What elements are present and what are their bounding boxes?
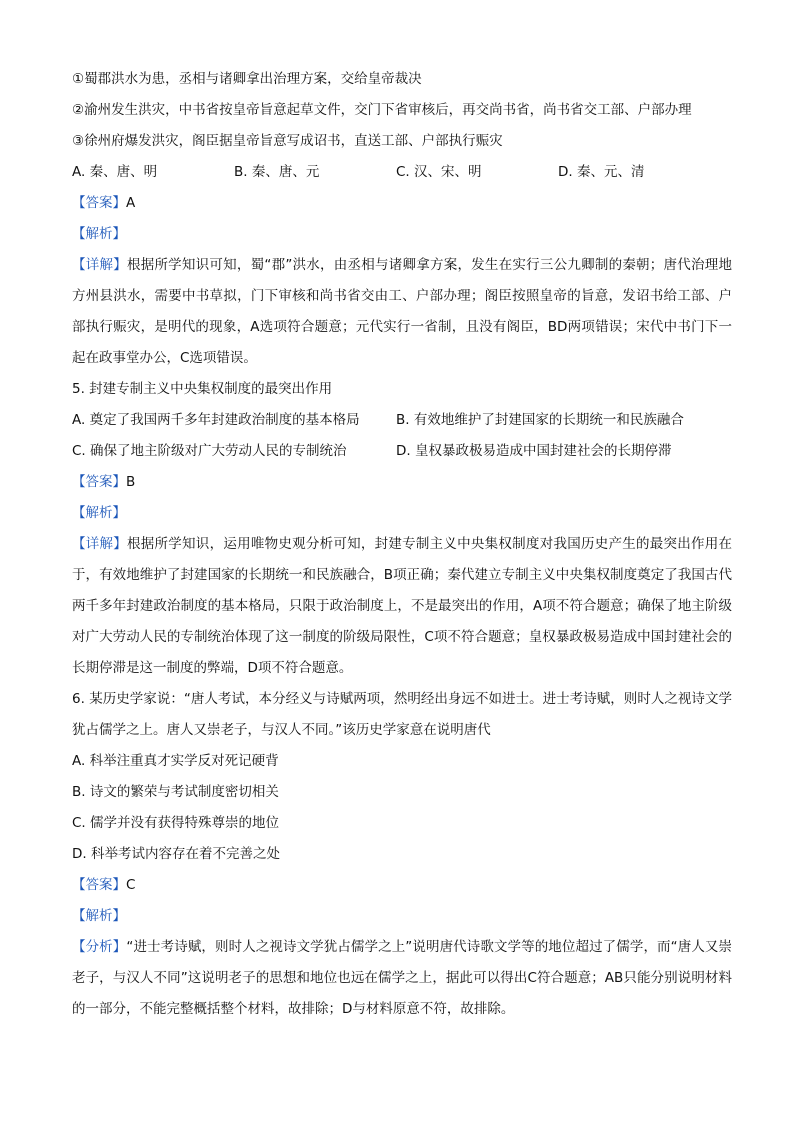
q6-option-c: C. 儒学并没有获得特殊尊崇的地位: [72, 815, 280, 831]
q4-answer: [72, 188, 732, 219]
q4-option-d: D. 秦、元、清: [558, 164, 645, 180]
q5-analysis: [72, 498, 732, 529]
q5-detail-tag: 【详解】: [72, 536, 128, 552]
q5-options-row-2: [72, 436, 732, 467]
q4-option-b: B. 秦、唐、元: [234, 164, 320, 180]
q5-options-row-1: [72, 405, 732, 436]
q4-answer-tag: 【答案】: [72, 195, 126, 211]
q4-detail-tag: 【详解】: [72, 257, 127, 273]
q4-detail: [72, 250, 732, 374]
q6-analysis: [72, 901, 732, 932]
q5-detail-text: 根据所学知识，运用唯物史观分析可知，封建专制主义中央集权制度对我国历史产生的最突出作用在于，有效地维护了封建国家的长期统一和民族融合，B项正确；秦代建立专制主义中央集权制度奠定了我国古代两千多年封建政治制度的基本格局，只限于政治制度上，不是最突出的作用，A项不符合题意；确保了地主阶级对广大劳动人民的专制统治体现了这一制度的阶级局限性，C项不符合题意；皇权暴政极易造成中国封建社会的长期停滞是这一制度的弊端，D项不符合题意。: [72, 536, 733, 676]
q4-detail-text: 根据所学知识可知，蜀“郡”洪水，由丞相与诸卿拿方案，发生在实行三公九卿制的秦朝；唐代治理地方州县洪水，需要中书草拟，门下审核和尚书省交由工、户部办理；阁臣按照皇帝的旨意，发诏书给工部、户部执行赈灾，是明代的现象，A选项符合题意；元代实行一省制，且没有阁臣，BD两项错误；宋代中书门下一起在政事堂办公，C选项错误。: [72, 257, 732, 366]
q6-analysis2-tag: 【分析】: [72, 939, 127, 955]
q6-answer-tag: 【答案】: [72, 877, 126, 893]
q5-answer: [72, 467, 732, 498]
q4-item-1: ①蜀郡洪水为患，丞相与诸卿拿出治理方案，交给皇帝裁决: [72, 71, 422, 87]
q5-answer-tag: 【答案】: [72, 474, 126, 490]
q6-stem: 6. 某历史学家说：“唐人考试，本分经义与诗赋两项，然明经出身远不如进士。进士考诗赋，则时人之视诗文学犹占儒学之上。唐人又崇老子，与汉人不同。”该历史学家意在说明唐代: [72, 691, 732, 738]
q5-stem: 5. 封建专制主义中央集权制度的最突出作用: [72, 381, 333, 397]
q4-option-c: C. 汉、宋、明: [396, 164, 482, 180]
q6-answer-value: C: [126, 877, 136, 893]
q4-option-a: A. 秦、唐、明: [72, 164, 158, 180]
q4-analysis-tag: 【解析】: [72, 226, 126, 242]
document-page: [72, 64, 732, 1025]
q5-option-a: A. 奠定了我国两千多年封建政治制度的基本格局: [72, 412, 360, 428]
q4-item-3: ③徐州府爆发洪灾，阁臣据皇帝旨意写成诏书，直送工部、户部执行赈灾: [72, 133, 503, 149]
q6-option-a: A. 科举注重真才实学反对死记硬背: [72, 753, 279, 769]
q6-analysis2-text: “进士考诗赋，则时人之视诗文学犹占儒学之上”说明唐代诗歌文学等的地位超过了儒学，而“唐人又崇老子，与汉人不同”这说明老子的思想和地位也远在儒学之上，据此可以得出C符合题意；AB只能分别说明材料的一部分，不能完整概括整个材料，故排除；D与材料原意不符，故排除。: [72, 939, 733, 1017]
q4-options: [72, 157, 732, 188]
q6-option-b: B. 诗文的繁荣与考试制度密切相关: [72, 784, 279, 800]
q5-option-b: B. 有效地维护了封建国家的长期统一和民族融合: [396, 412, 684, 428]
q6-analysis-detail: [72, 932, 732, 1025]
q5-detail: [72, 529, 732, 684]
q6-option-d: D. 科举考试内容存在着不完善之处: [72, 846, 280, 862]
q4-answer-value: A: [126, 195, 136, 211]
q5-option-c: C. 确保了地主阶级对广大劳动人民的专制统治: [72, 443, 347, 459]
q5-analysis-tag: 【解析】: [72, 505, 126, 521]
q6-answer: [72, 870, 732, 901]
q5-option-d: D. 皇权暴政极易造成中国封建社会的长期停滞: [396, 443, 672, 459]
q6-analysis-tag: 【解析】: [72, 908, 126, 924]
q5-answer-value: B: [126, 474, 136, 490]
q4-analysis: [72, 219, 732, 250]
q4-item-2: ②渝州发生洪灾，中书省按皇帝旨意起草文件，交门下省审核后，再交尚书省，尚书省交工部、户部办理: [72, 102, 692, 118]
